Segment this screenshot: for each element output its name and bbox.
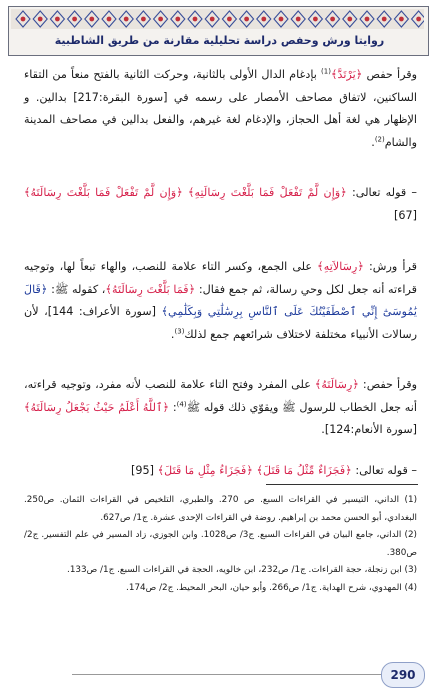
quran-verse: ﴿فَمَا بَلَّغْتَ رِسَالَتَهُ﴾ <box>105 282 196 296</box>
footnote-ref[interactable]: (1) <box>321 67 331 76</box>
footnotes <box>24 492 417 598</box>
paragraph-1 <box>24 64 417 154</box>
quran-verse: ﴿ٱللَّهُ أَعْلَمُ حَيْثُ يَجْعَلُ رِسَالَتَهُ﴾ <box>24 400 170 414</box>
text: بإدغام الدال الأولى بالثانية، وحركت الثانية بالفتح منعاً من التقاء الساكنين، لاتفاق مصاحف الأمصار على رسمه في [سورة البقرة:217] بدالين. و الإظهار هي لغة أهل الحجاز، والإدغام لغة غيرهم، والفعل بدالين في مصاحف المدينة والشام <box>24 68 417 149</box>
ornament-dot <box>193 17 198 22</box>
footnote-ref[interactable]: (3) <box>174 327 185 336</box>
ornament-dot <box>210 17 215 22</box>
ornament-dot <box>399 17 404 22</box>
quran-word: ﴿يَرْتَدَّ﴾ <box>330 68 363 81</box>
quran-word: ﴿رِسَالَتَهُ﴾ <box>314 378 359 391</box>
quran-verse: ﴿قَالَ يَٰمُوسَىٰٓ إِنِّي ٱصْطَفَيْتُكَ عَلَى ٱلنَّاسِ بِرِسَٰلَٰتِي وَبِكَلَٰمِي﴾ <box>24 282 417 319</box>
header-title: روايتا ورش وحفص دراسة تحليلية مقارنة من طريق الشاطبية <box>54 34 385 47</box>
text: قرأ ورش: <box>363 260 417 273</box>
footnote-1: (1) الداني، التيسير في القراءات السبع. ص 270. والطبري، التلخيص في القراءات الثمان. ص250. البغدادي، أبو الحسن محمد بن إبراهيم. روضة في القراءات الإحدى عشرة. ج1/ ص627. <box>24 495 417 523</box>
ornament-dot <box>124 17 129 22</box>
ornament-dot <box>313 17 318 22</box>
ornament-dot <box>141 17 146 22</box>
text: – قوله تعالى: <box>346 186 418 199</box>
text: [سورة الأعراف: 144]، لأن رسالات الأنبياء مختلفة لاختلاف شرائعهم جمع لذلك <box>24 305 417 341</box>
text: ، كقوله ﷺ: <box>47 282 106 296</box>
verse-number: [67] <box>394 208 417 222</box>
quran-verse: ﴿وَإِن لَّمْ تَفْعَلْ فَمَا بَلَّغْتَ رِسَالَتِهِ﴾ ﴿وَإِن لَّمْ تَفْعَلْ فَمَا بَلَّغْتَ رِسَالَتَهُ﴾ <box>24 186 347 199</box>
footnote-4: (4) المهدوي، شرح الهداية. ج1/ ص266. وأبو حيان، البحر المحيط. ج2/ ص174. <box>126 582 417 593</box>
header-ornament <box>11 9 424 29</box>
paragraph-4 <box>24 374 417 442</box>
ornament-dot <box>227 17 232 22</box>
text: . <box>371 135 375 149</box>
ornament-dot <box>279 17 284 22</box>
footnote-ref[interactable]: (4) <box>176 399 187 408</box>
text: : <box>169 400 177 414</box>
page-header <box>8 6 429 56</box>
ornament-dot <box>347 17 352 22</box>
ornament-dot <box>55 17 60 22</box>
ornament-dot <box>261 17 266 22</box>
footnote-divider <box>266 484 418 485</box>
ornament-dot <box>175 17 180 22</box>
ornament-dot <box>158 17 163 22</box>
quran-word: ﴿رِسَالاَتِهِ﴾ <box>317 260 364 273</box>
text: على الجمع، وكسر التاء علامة للنصب، والهاء تبعاً لها، وتوجيه قراءته أنه جعل لكل وحي رسالة، ثم جمع فقال: <box>24 260 417 296</box>
ornament-dot <box>21 17 26 22</box>
ornament-dot <box>296 17 301 22</box>
ornament-dot <box>330 17 335 22</box>
text: – قوله تعالى: <box>351 464 417 477</box>
text: على المفرد وفتح التاء علامة للنصب لأنه مفرد، وتوجيه قراءته، أنه جعل الخطاب للرسول ﷺ ويقوّي ذلك قوله ﷺ <box>24 378 417 414</box>
text: وقرأ حفص <box>362 68 417 81</box>
ornament-dot <box>382 17 387 22</box>
verse-number: [95] <box>131 464 158 477</box>
ornament-dot <box>89 17 94 22</box>
paragraph-5 <box>24 460 417 483</box>
footer-rule <box>72 674 382 675</box>
footnote-3: (3) ابن زنجلة، حجة القراءات. ج1/ ص232، ابن خالويه، الحجة في القراءات السبع. ج1/ ص133. <box>67 565 417 576</box>
ornament-dot <box>365 17 370 22</box>
text: [سورة الأنعام:124]. <box>321 423 417 437</box>
text: . <box>170 327 175 341</box>
paragraph-3 <box>24 256 417 346</box>
quran-verse: ﴿فَجَزَاءٌ مِّثْلُ مَا قَتَلَ﴾ ﴿فَجَزَاءُ مِثْلِ مَا قَتَلَ﴾ <box>157 464 352 477</box>
ornament-dot <box>244 17 249 22</box>
footnote-ref[interactable]: (2) <box>374 135 385 144</box>
ornament-dot <box>416 17 421 22</box>
footnote-2: (2) الداني، جامع البيان في القراءات السبع. ج3/ ص1028. وابن الجوزي، زاد المسير في علم التفسير. ج2/ ص380. <box>24 530 417 558</box>
ornament-dot <box>72 17 77 22</box>
paragraph-2 <box>24 182 417 227</box>
ornament-dot <box>38 17 43 22</box>
page-number: 290 <box>381 662 425 688</box>
ornament-dot <box>107 17 112 22</box>
text: وقرأ حفص: <box>358 378 417 391</box>
